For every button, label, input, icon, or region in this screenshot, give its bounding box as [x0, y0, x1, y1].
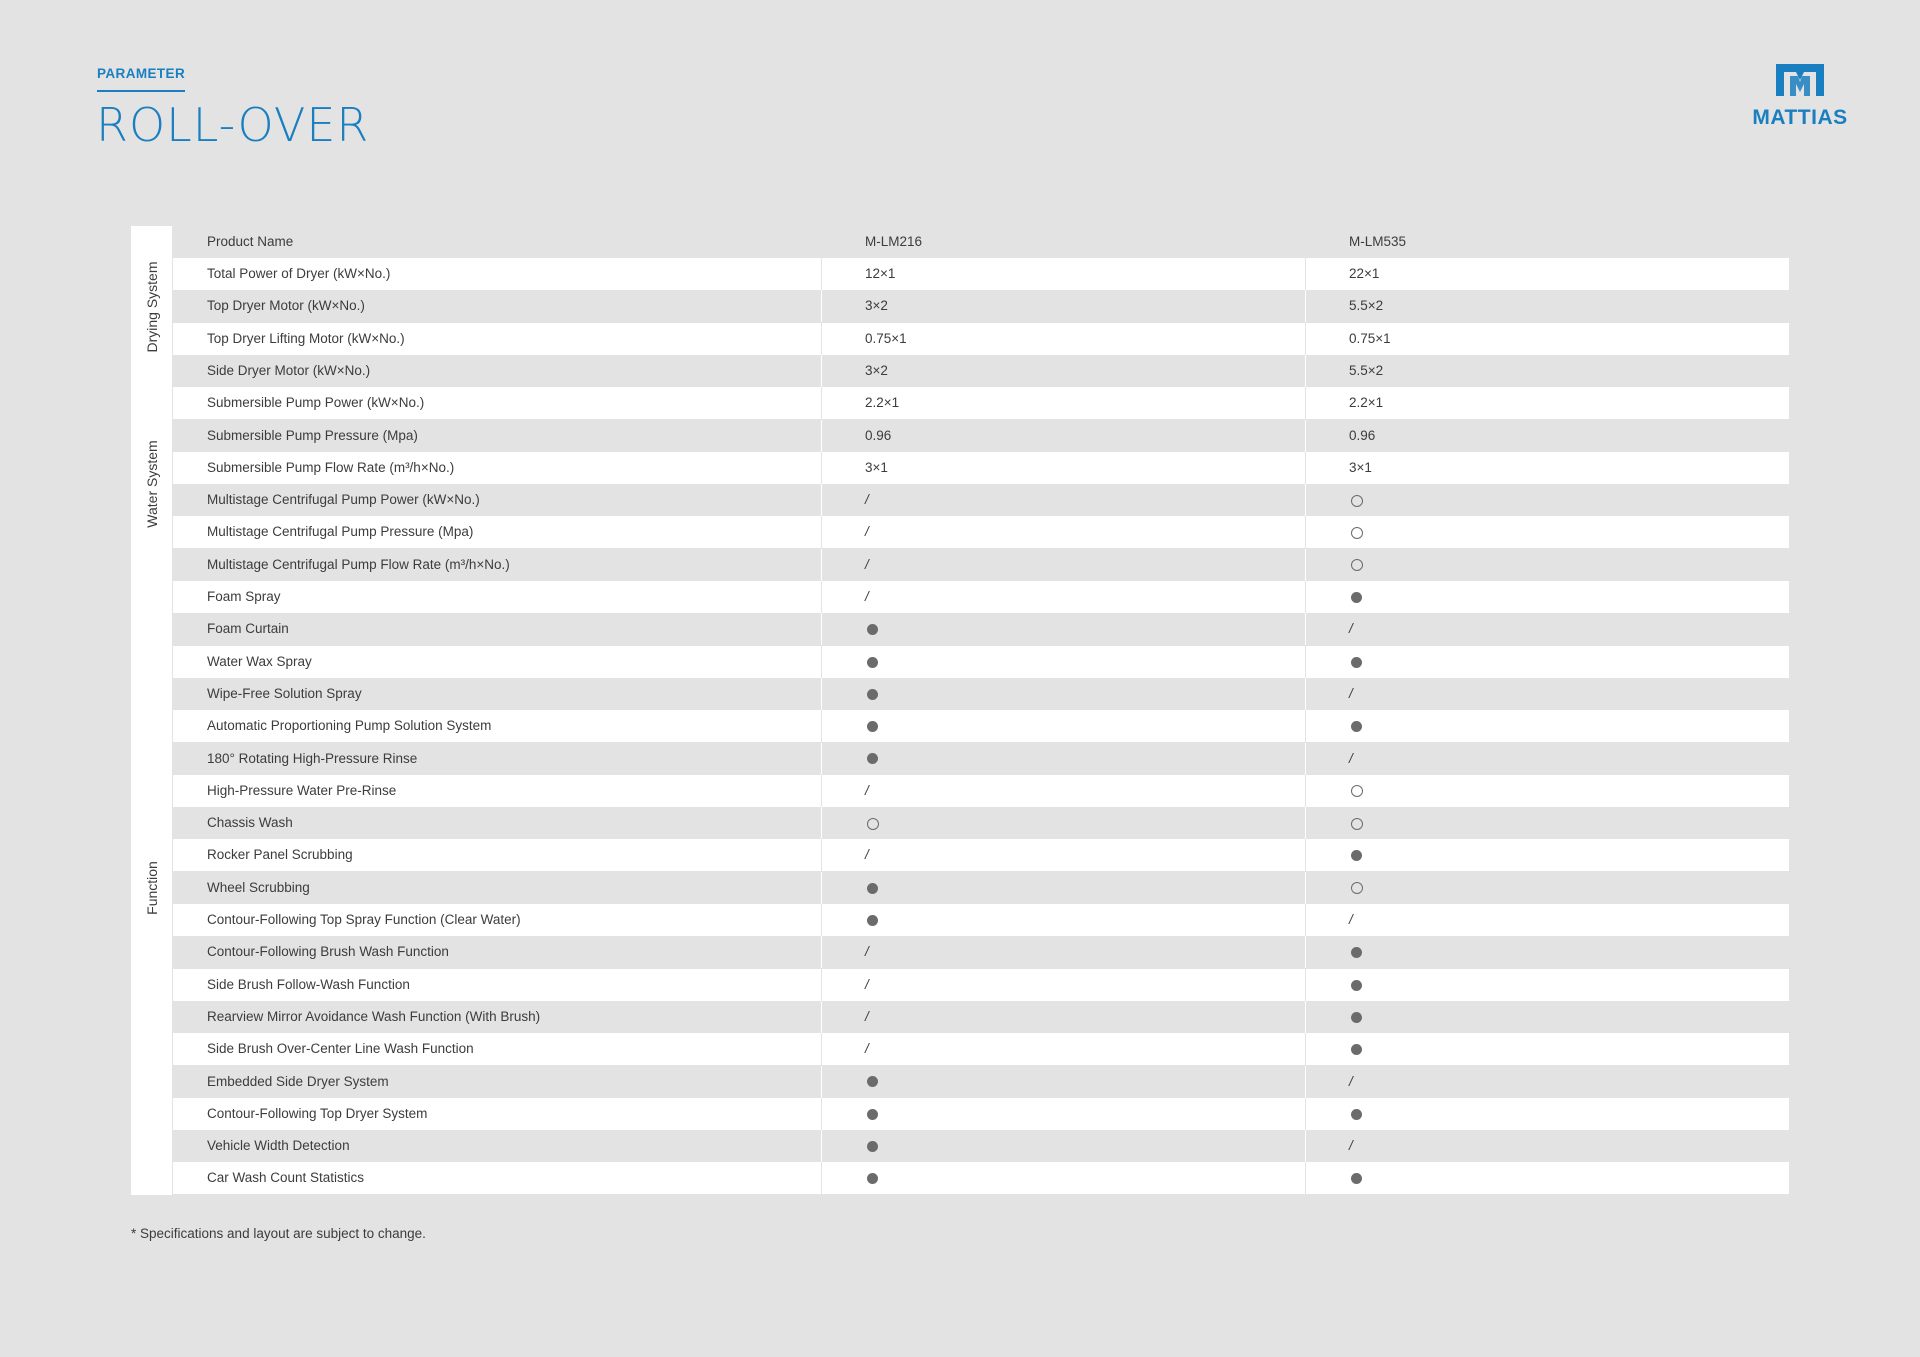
column-divider	[821, 355, 822, 387]
column-divider	[821, 936, 822, 968]
mattias-m-logo-icon	[1776, 64, 1824, 96]
row-parameter-name: Side Brush Over-Center Line Wash Function	[207, 1041, 474, 1057]
row-value-model-a	[865, 775, 869, 807]
column-divider	[1305, 646, 1306, 678]
row-value-model-a	[865, 1001, 869, 1033]
standard-filled-circle-icon	[867, 1076, 878, 1087]
table-row	[173, 969, 1789, 1001]
row-value-model-b	[1349, 904, 1353, 936]
not-available-slash: /	[1349, 1138, 1353, 1154]
column-divider	[1305, 355, 1306, 387]
group-label: Function	[143, 860, 160, 915]
row-value-model-a	[865, 1098, 878, 1130]
row-parameter-name: Wipe-Free Solution Spray	[207, 685, 362, 701]
column-divider	[1305, 743, 1306, 775]
standard-filled-circle-icon	[867, 689, 878, 700]
spec-value: 0.75×1	[865, 330, 907, 346]
column-divider	[1305, 323, 1306, 355]
row-value-model-b	[1349, 807, 1363, 839]
table-row	[173, 872, 1789, 904]
table-row	[173, 1098, 1789, 1130]
not-available-slash: /	[865, 944, 869, 960]
group-side-label-box	[131, 581, 172, 1196]
spec-value: 5.5×2	[1349, 362, 1384, 378]
table-row	[173, 646, 1789, 678]
row-value-model-b	[1349, 420, 1375, 452]
column-divider	[821, 646, 822, 678]
row-value-model-b	[1349, 1001, 1362, 1033]
table-row	[173, 258, 1789, 290]
column-divider	[821, 807, 822, 839]
standard-filled-circle-icon	[1351, 947, 1362, 958]
table-row	[173, 452, 1789, 484]
optional-open-circle-icon	[1351, 818, 1363, 830]
row-value-model-b	[1349, 387, 1383, 419]
spec-value: 3×1	[1349, 459, 1372, 475]
row-parameter-name: Top Dryer Lifting Motor (kW×No.)	[207, 330, 405, 346]
standard-filled-circle-icon	[1351, 1173, 1362, 1184]
row-value-model-b	[1349, 323, 1391, 355]
page-title: ROLL-OVER	[96, 98, 370, 152]
row-parameter-name: Side Brush Follow-Wash Function	[207, 976, 410, 992]
column-divider	[1305, 549, 1306, 581]
column-divider	[821, 581, 822, 613]
row-parameter-name: Submersible Pump Flow Rate (m³/h×No.)	[207, 459, 455, 475]
column-divider	[821, 258, 822, 290]
row-parameter-name: Automatic Proportioning Pump Solution System	[207, 718, 492, 734]
row-value-model-a	[865, 872, 878, 904]
column-divider	[821, 743, 822, 775]
row-value-model-b	[1349, 936, 1362, 968]
column-divider	[1305, 484, 1306, 516]
column-divider	[821, 1001, 822, 1033]
standard-filled-circle-icon	[867, 624, 878, 635]
not-available-slash: /	[1349, 621, 1353, 637]
row-value-model-b	[1349, 484, 1363, 516]
row-parameter-name: Water Wax Spray	[207, 653, 312, 669]
kicker-underline	[97, 90, 185, 92]
column-divider	[1305, 839, 1306, 871]
not-available-slash: /	[865, 589, 869, 604]
table-row	[173, 743, 1789, 775]
column-divider	[821, 549, 822, 581]
row-parameter-name: 180° Rotating High-Pressure Rinse	[207, 750, 418, 766]
row-value-model-a	[865, 646, 878, 678]
standard-filled-circle-icon	[867, 883, 878, 894]
column-divider	[821, 775, 822, 807]
not-available-slash: /	[865, 556, 869, 572]
row-value-model-b	[1349, 613, 1353, 645]
row-parameter-name: Chassis Wash	[207, 815, 293, 831]
row-value-model-a	[865, 549, 869, 581]
header-product-name: Product Name	[207, 234, 294, 249]
row-value-model-a	[865, 839, 869, 871]
standard-filled-circle-icon	[1351, 592, 1362, 603]
column-divider	[1305, 387, 1306, 419]
standard-filled-circle-icon	[1351, 850, 1362, 861]
group-label: Water System	[143, 440, 160, 528]
table-row	[173, 839, 1789, 871]
row-value-model-b	[1349, 1162, 1362, 1194]
column-divider	[1305, 807, 1306, 839]
row-parameter-name: Multistage Centrifugal Pump Flow Rate (m³/h×No.)	[207, 556, 510, 572]
table-row	[173, 1162, 1789, 1194]
row-value-model-a	[865, 1066, 878, 1098]
standard-filled-circle-icon	[1351, 721, 1362, 732]
not-available-slash: /	[1349, 1073, 1353, 1089]
row-value-model-b	[1349, 1130, 1353, 1162]
section-kicker: PARAMETER	[97, 66, 186, 81]
column-divider	[821, 290, 822, 322]
spec-value: 0.96	[865, 427, 892, 443]
row-value-model-a	[865, 678, 878, 710]
row-parameter-name: Multistage Centrifugal Pump Power (kW×No.)	[207, 492, 480, 508]
not-available-slash: /	[865, 976, 869, 992]
column-divider	[821, 710, 822, 742]
table-row	[173, 290, 1789, 322]
brand-logo	[1743, 64, 1857, 136]
row-parameter-name: High-Pressure Water Pre-Rinse	[207, 782, 397, 798]
not-available-slash: /	[1349, 912, 1353, 927]
column-divider	[821, 839, 822, 871]
column-divider	[1305, 1130, 1306, 1162]
table-row	[173, 1001, 1789, 1033]
column-divider	[1305, 452, 1306, 484]
table-row	[173, 775, 1789, 807]
table-row	[173, 549, 1789, 581]
row-value-model-a	[865, 323, 907, 355]
row-parameter-name: Car Wash Count Statistics	[207, 1170, 365, 1186]
standard-filled-circle-icon	[867, 1173, 878, 1184]
row-parameter-name: Rearview Mirror Avoidance Wash Function (With Brush)	[207, 1008, 541, 1024]
column-divider	[1305, 613, 1306, 645]
row-value-model-a	[865, 452, 888, 484]
table-row	[173, 323, 1789, 355]
row-parameter-name: Contour-Following Brush Wash Function	[207, 944, 449, 960]
group-side-label-box	[131, 387, 172, 582]
row-parameter-name: Contour-Following Top Dryer System	[207, 1105, 428, 1121]
row-value-model-b	[1349, 290, 1383, 322]
table-row	[173, 1033, 1789, 1065]
row-value-model-b	[1349, 872, 1363, 904]
row-value-model-a	[865, 1162, 878, 1194]
column-divider	[821, 1066, 822, 1098]
column-divider	[821, 323, 822, 355]
header-model-b: M-LM535	[1349, 234, 1407, 249]
row-value-model-b	[1349, 1033, 1362, 1065]
column-divider	[1305, 936, 1306, 968]
row-value-model-a	[865, 355, 888, 387]
column-divider	[1305, 1033, 1306, 1065]
column-divider	[1305, 420, 1306, 452]
table-row	[173, 387, 1789, 419]
row-value-model-a	[865, 581, 869, 613]
row-value-model-b	[1349, 516, 1363, 548]
row-value-model-b	[1349, 1066, 1353, 1098]
spec-value: 0.96	[1349, 427, 1376, 443]
table-row	[173, 516, 1789, 548]
row-value-model-a	[865, 969, 869, 1001]
table-row	[173, 678, 1789, 710]
spec-value: 3×2	[865, 298, 888, 314]
row-value-model-b	[1349, 969, 1362, 1001]
row-value-model-b	[1349, 258, 1379, 290]
row-value-model-a	[865, 710, 878, 742]
column-divider	[1305, 904, 1306, 936]
row-parameter-name: Embedded Side Dryer System	[207, 1073, 389, 1089]
row-value-model-b	[1349, 646, 1362, 678]
column-divider	[1305, 290, 1306, 322]
table-row	[173, 484, 1789, 516]
column-divider	[821, 678, 822, 710]
footnote: * Specifications and layout are subject to change.	[131, 1226, 426, 1241]
row-value-model-b	[1349, 743, 1353, 775]
standard-filled-circle-icon	[867, 915, 878, 926]
column-divider	[1305, 872, 1306, 904]
optional-open-circle-icon	[1351, 785, 1363, 797]
spec-value: 3×1	[865, 459, 888, 475]
row-parameter-name: Total Power of Dryer (kW×No.)	[207, 266, 391, 281]
optional-open-circle-icon	[1351, 495, 1363, 507]
row-value-model-b	[1349, 355, 1383, 387]
table-row	[173, 807, 1789, 839]
row-value-model-a	[865, 484, 869, 516]
row-parameter-name: Submersible Pump Pressure (Mpa)	[207, 427, 418, 443]
row-parameter-name: Wheel Scrubbing	[207, 879, 310, 895]
not-available-slash: /	[865, 782, 869, 798]
standard-filled-circle-icon	[867, 657, 878, 668]
row-value-model-a	[865, 290, 888, 322]
row-value-model-b	[1349, 710, 1362, 742]
column-divider	[1305, 1162, 1306, 1194]
not-available-slash: /	[865, 1041, 869, 1057]
column-divider	[1305, 1066, 1306, 1098]
table-row	[173, 613, 1789, 645]
table-row	[173, 710, 1789, 742]
not-available-slash: /	[865, 492, 869, 508]
column-divider	[821, 969, 822, 1001]
row-value-model-a	[865, 258, 895, 290]
column-divider	[1305, 258, 1306, 290]
row-value-model-b	[1349, 775, 1363, 807]
row-value-model-a	[865, 516, 869, 548]
column-divider	[1305, 678, 1306, 710]
column-divider	[821, 613, 822, 645]
table-row	[173, 904, 1789, 936]
standard-filled-circle-icon	[867, 721, 878, 732]
table-row	[173, 355, 1789, 387]
standard-filled-circle-icon	[1351, 1109, 1362, 1120]
row-parameter-name: Foam Curtain	[207, 621, 289, 637]
column-divider	[1305, 1001, 1306, 1033]
table-row	[173, 1066, 1789, 1098]
column-divider	[821, 904, 822, 936]
row-value-model-a	[865, 904, 878, 936]
not-available-slash: /	[865, 1008, 869, 1024]
row-parameter-name: Vehicle Width Detection	[207, 1138, 350, 1154]
spec-value: 3×2	[865, 362, 888, 378]
brand-name: MATTIAS	[1752, 106, 1848, 129]
not-available-slash: /	[1349, 685, 1353, 701]
standard-filled-circle-icon	[1351, 1044, 1362, 1055]
spec-value: 5.5×2	[1349, 298, 1384, 314]
row-parameter-name: Multistage Centrifugal Pump Pressure (Mpa)	[207, 524, 474, 540]
not-available-slash: /	[865, 524, 869, 540]
optional-open-circle-icon	[1351, 882, 1363, 894]
row-value-model-a	[865, 936, 869, 968]
table-header-row	[173, 226, 1789, 258]
row-value-model-b	[1349, 452, 1372, 484]
optional-open-circle-icon	[867, 818, 879, 830]
spec-value: 2.2×1	[1349, 395, 1384, 411]
column-divider	[821, 420, 822, 452]
spec-value: 2.2×1	[865, 395, 900, 411]
row-value-model-a	[865, 613, 878, 645]
not-available-slash: /	[865, 847, 869, 863]
row-value-model-a	[865, 1033, 869, 1065]
spec-value: 22×1	[1349, 266, 1380, 281]
table-row	[173, 581, 1789, 613]
column-divider	[821, 516, 822, 548]
group-label: Drying System	[143, 261, 160, 353]
standard-filled-circle-icon	[867, 753, 878, 764]
row-value-model-b	[1349, 678, 1353, 710]
row-value-model-a	[865, 743, 878, 775]
row-value-model-b	[1349, 549, 1363, 581]
group-side-label-box	[131, 226, 172, 388]
row-parameter-name: Top Dryer Motor (kW×No.)	[207, 298, 365, 314]
column-divider	[1305, 710, 1306, 742]
column-divider	[821, 387, 822, 419]
column-divider	[821, 484, 822, 516]
standard-filled-circle-icon	[1351, 1012, 1362, 1023]
row-value-model-b	[1349, 581, 1362, 613]
spec-value: 12×1	[865, 266, 896, 281]
spec-value: 0.75×1	[1349, 330, 1391, 346]
row-value-model-b	[1349, 1098, 1362, 1130]
column-divider	[1305, 775, 1306, 807]
row-parameter-name: Submersible Pump Power (kW×No.)	[207, 395, 425, 411]
row-value-model-b	[1349, 839, 1362, 871]
standard-filled-circle-icon	[867, 1141, 878, 1152]
row-value-model-a	[865, 807, 879, 839]
column-divider	[821, 1162, 822, 1194]
optional-open-circle-icon	[1351, 527, 1363, 539]
standard-filled-circle-icon	[1351, 980, 1362, 991]
column-divider	[821, 1098, 822, 1130]
not-available-slash: /	[1349, 750, 1353, 766]
row-value-model-a	[865, 1130, 878, 1162]
row-value-model-a	[865, 420, 891, 452]
row-parameter-name: Contour-Following Top Spray Function (Clear Water)	[207, 912, 521, 927]
column-divider	[1305, 1098, 1306, 1130]
column-divider	[821, 872, 822, 904]
column-divider	[1305, 581, 1306, 613]
header-model-a: M-LM216	[865, 234, 923, 249]
optional-open-circle-icon	[1351, 559, 1363, 571]
column-divider	[1305, 516, 1306, 548]
table-row	[173, 936, 1789, 968]
column-divider	[821, 1033, 822, 1065]
column-divider	[821, 1130, 822, 1162]
table-row	[173, 420, 1789, 452]
standard-filled-circle-icon	[1351, 657, 1362, 668]
row-parameter-name: Foam Spray	[207, 589, 281, 604]
standard-filled-circle-icon	[867, 1109, 878, 1120]
column-divider	[1305, 969, 1306, 1001]
row-value-model-a	[865, 387, 899, 419]
row-parameter-name: Rocker Panel Scrubbing	[207, 847, 353, 863]
column-divider	[821, 452, 822, 484]
table-row	[173, 1130, 1789, 1162]
row-parameter-name: Side Dryer Motor (kW×No.)	[207, 362, 371, 378]
